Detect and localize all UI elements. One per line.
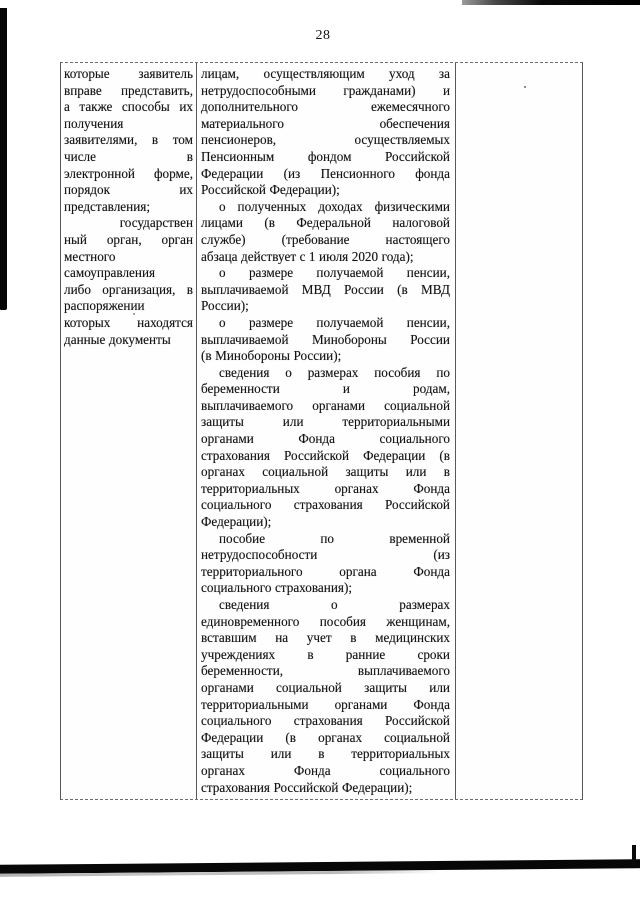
table-cell-empty [456,63,582,799]
text-line: территориальных органах Фонда [201,480,450,496]
text-line: распоряжении [64,298,145,314]
text-line: выплачиваемой Минобороны России [201,331,450,347]
text-line: социального страхования); [201,580,352,596]
text-line: защиты или территориальными [201,414,450,430]
text-line: сведения о размерах [219,597,450,612]
text-line: учреждениях в ранние сроки [201,646,450,662]
text-line: территориального органа Фонда [201,563,450,579]
text-line: электронной форме, [64,165,193,181]
text-line: государствен [119,215,193,231]
text-line: о полученных доходах физическими [219,198,450,214]
text-line: Федерации (из Пенсионного фонда [201,165,450,181]
text-line: нетрудоспособности (из [201,547,450,563]
text-line: дополнительного ежемесячного [201,99,450,115]
ink-speck [524,86,526,88]
text-line: выплачиваемого органами социальной [201,397,450,413]
text-line: единовременного пособия женщинам, [201,613,450,629]
text-line: представления; [64,198,151,214]
text-line: страхования Российской Федерации (в [201,447,450,463]
text-line: либо организация, в [64,281,193,297]
text-line: местного [64,248,116,264]
text-line: заявителями, в том [64,132,193,148]
text-line: Федерации (в органах социальной [201,729,450,745]
ink-speck [133,313,135,315]
text-line: защиты или в территориальных [201,746,450,762]
text-line: которые заявитель [64,66,193,81]
text-line: (в Минобороны России); [201,348,342,364]
text-line: органах социальной защиты или в [201,464,450,480]
text-line: органами Фонда социального [201,431,450,447]
text-line: о размере получаемой пенсии, [219,314,450,330]
text-line: данные документы [64,331,171,347]
text-line: социального страхования Российской [201,497,450,513]
text-line: социального страхования Российской [201,713,450,729]
text-line: пособие по временной [219,530,450,546]
text-line: самоуправления [64,265,156,281]
text-line: порядок их [64,182,193,198]
table-cell-documents-list [61,63,197,799]
text-line: которых находятся [64,314,193,330]
text-line: пенсионеров, осуществляемых [201,132,450,148]
text-line: выплачиваемой МВД России (в МВД [201,281,450,297]
scan-artifact-top-right-bar [462,0,640,5]
text-line: органами социальной защиты или [201,679,450,695]
text-line: лицам, осуществляющим уход за [201,66,450,81]
text-line: вставшим на учет в медицинских [201,630,450,646]
text-line: абзаца действует с 1 июля 2020 года); [201,248,414,264]
page-number: 28 [315,28,331,43]
text-line: вправе представить, [64,82,193,98]
text-line: о размере получаемой пенсии, [219,265,450,281]
text-line: беременности, выплачиваемого [201,663,450,679]
text-line: сведения о размерах пособия по [219,364,450,380]
text-line: материального обеспечения [201,115,450,131]
text-line: Российской Федерации); [201,182,340,198]
text-line: службе) (требование настоящего [201,231,450,247]
text-line: нетрудоспособными гражданами) и [201,82,450,98]
text-line: страхования Российской Федерации); [201,779,413,795]
text-line: органах Фонда социального [201,762,450,778]
text-line: лицами (в Федеральной налоговой [201,215,450,231]
text-line: территориальными органами Фонда [201,696,450,712]
text-line: беременности и родам, [201,381,450,397]
text-line: ный орган, орган [64,231,193,247]
text-line: а также способы их [64,99,193,115]
scan-artifact-bottom-tick [632,845,636,865]
text-line: России); [201,298,249,314]
text-line: получения [64,115,124,131]
text-line: Федерации); [201,514,272,530]
text-line: числе в [64,148,193,164]
table-cell-information-list [197,63,456,799]
scan-artifact-left-bar [0,8,7,310]
document-table [60,62,583,800]
text-line: Пенсионным фондом Российской [201,148,450,164]
